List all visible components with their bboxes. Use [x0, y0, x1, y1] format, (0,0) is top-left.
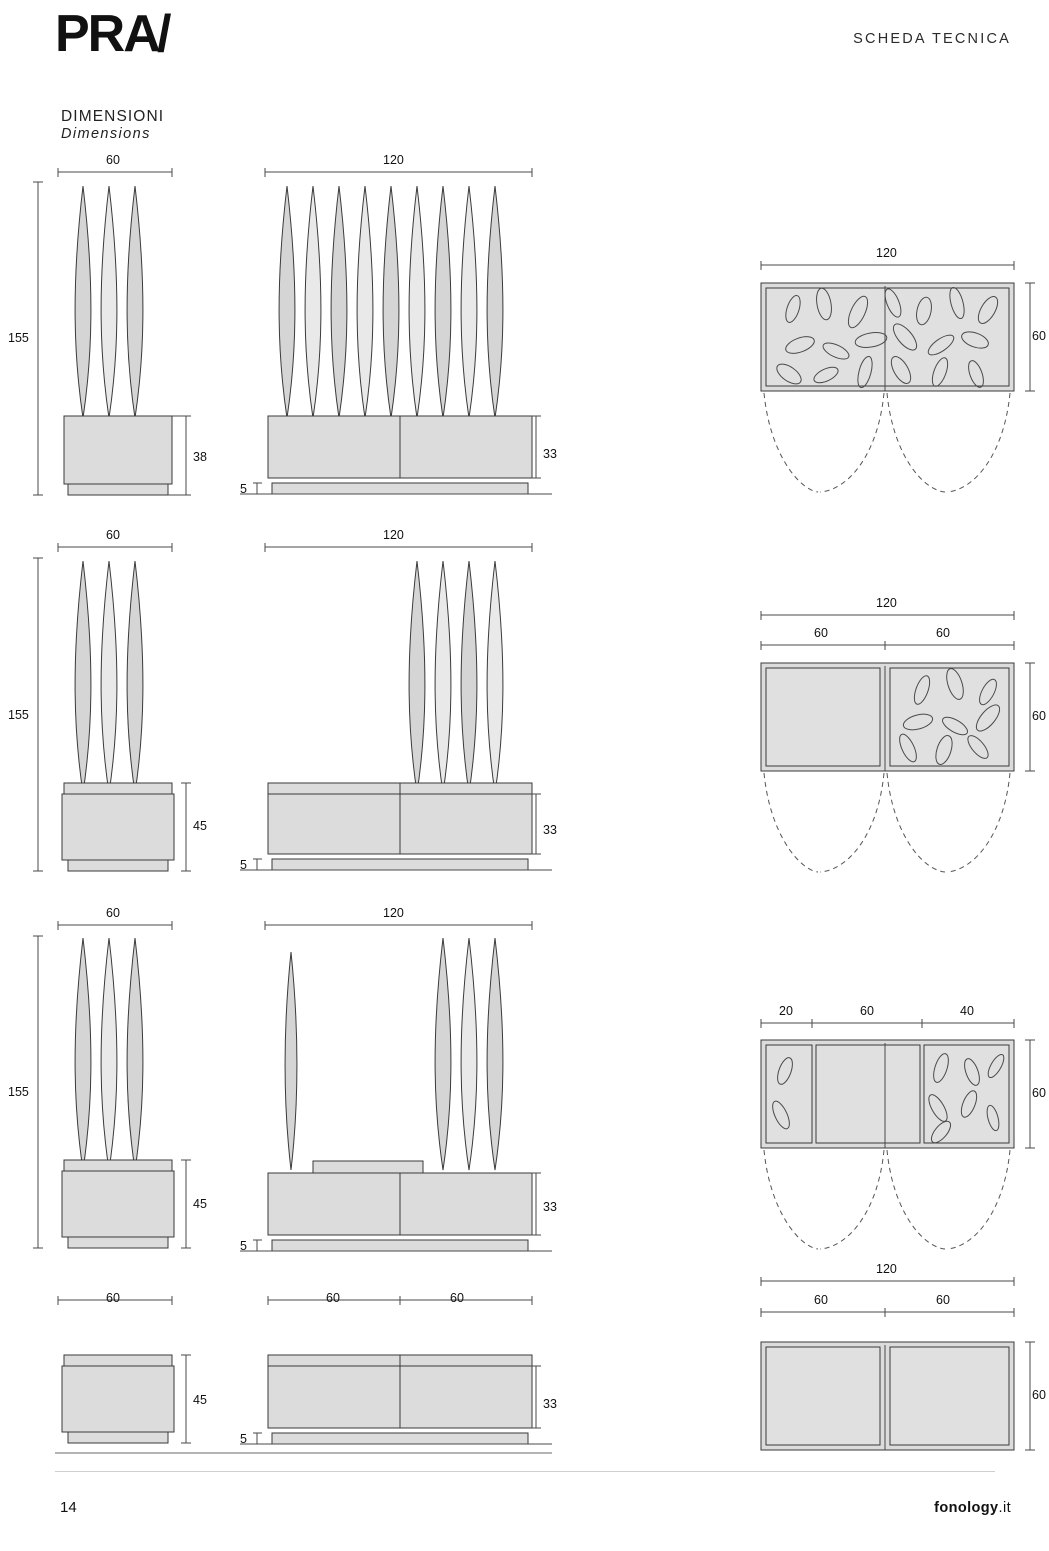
dim-plan-depth-60-r4: 60: [1032, 1388, 1046, 1402]
website-tld: .it: [998, 1500, 1011, 1516]
dim-plan-seg-left-60-r2: 60: [814, 626, 828, 640]
dim-plan-width-120-r4: 120: [876, 1262, 897, 1276]
drawing-plan-view-base-120: [761, 1277, 1035, 1450]
dim-plan-seg-60-r3: 60: [860, 1004, 874, 1018]
dim-width-60-r2: 60: [106, 528, 120, 542]
dim-width-120-r3: 120: [383, 906, 404, 920]
brand-logo: [55, 4, 171, 64]
dim-width-60-r4: 60: [106, 1291, 120, 1305]
dim-plan-seg-right-60-r4: 60: [936, 1293, 950, 1307]
page-number: 14: [60, 1499, 77, 1516]
dim-plan-width-120-r2: 120: [876, 596, 897, 610]
footer-divider: [55, 1471, 995, 1472]
dim-width-60-r3: 60: [106, 906, 120, 920]
dim-width-60-right-r4: 60: [450, 1291, 464, 1305]
dim-width-60-left-r4: 60: [326, 1291, 340, 1305]
section-title: DIMENSIONI: [61, 108, 165, 125]
dim-base-33-r4: 33: [543, 1397, 557, 1411]
dim-width-120-r2: 120: [383, 528, 404, 542]
drawing-front-elevation-double-120-half: [240, 543, 552, 870]
brand-logo-mirror-glyph: \: [158, 5, 172, 63]
dim-base-38-r1: 38: [193, 450, 207, 464]
dim-plan-seg-20-r3: 20: [779, 1004, 793, 1018]
dim-plan-seg-40-r3: 40: [960, 1004, 974, 1018]
dim-base-33-r3: 33: [543, 1200, 557, 1214]
document-type-label: SCHEDA TECNICA: [853, 31, 1011, 47]
dim-plan-seg-right-60-r2: 60: [936, 626, 950, 640]
website-name: fonology: [934, 1500, 999, 1516]
drawing-plan-view-120-split: [761, 611, 1035, 872]
drawing-front-elevation-double-120-mixed: [240, 921, 552, 1251]
drawing-front-elevation-single-60-b: [33, 543, 191, 871]
dim-height-155-r3: 155: [8, 1085, 29, 1099]
dim-height-155-r2: 155: [8, 708, 29, 722]
drawing-plan-view-120-full: [761, 261, 1035, 492]
dim-plinth-5-r3: 5: [240, 1239, 247, 1253]
drawing-front-elevation-double-120-full: [240, 168, 552, 494]
dim-plinth-5-r4: 5: [240, 1432, 247, 1446]
dim-base-33-r1: 33: [543, 447, 557, 461]
dim-base-45-r3: 45: [193, 1197, 207, 1211]
brand-logo-text: PRA: [55, 5, 159, 63]
dim-height-155-r1: 155: [8, 331, 29, 345]
dim-plinth-5-r1: 5: [240, 482, 247, 496]
drawing-plan-view-120-thirds: [761, 1019, 1035, 1249]
dim-base-45-r2: 45: [193, 819, 207, 833]
dim-plan-depth-60-r3: 60: [1032, 1086, 1046, 1100]
dim-width-60-r1: 60: [106, 153, 120, 167]
section-subtitle: Dimensions: [61, 126, 151, 142]
drawing-front-elevation-single-60-c: [33, 921, 191, 1551]
dim-plinth-5-r2: 5: [240, 858, 247, 872]
dim-plan-width-120-r1: 120: [876, 246, 897, 260]
dim-base-33-r2: 33: [543, 823, 557, 837]
dim-plan-depth-60-r2: 60: [1032, 709, 1046, 723]
website-label: [934, 1500, 1011, 1516]
drawing-front-elevation-single-60: [33, 168, 191, 495]
dim-plan-seg-left-60-r4: 60: [814, 1293, 828, 1307]
dim-plan-depth-60-r1: 60: [1032, 329, 1046, 343]
drawing-front-elevation-base-120: [240, 1296, 552, 1444]
dim-width-120-r1: 120: [383, 153, 404, 167]
drawing-front-elevation-base-60: [58, 1296, 191, 1443]
dim-base-45-r4: 45: [193, 1393, 207, 1407]
